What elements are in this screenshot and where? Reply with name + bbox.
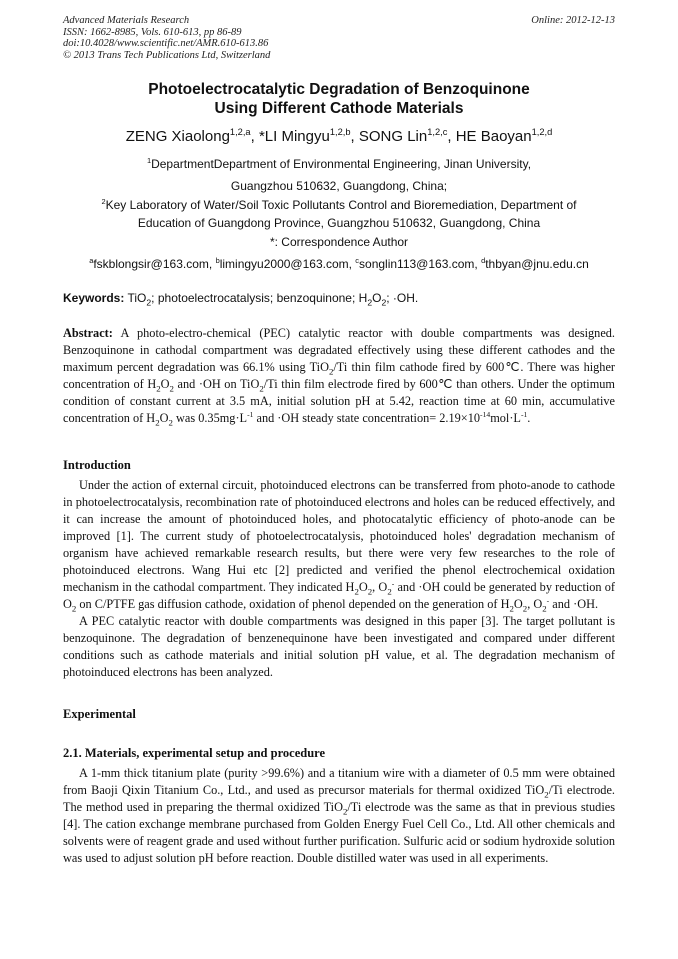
kw-2: ; photoelectrocatalysis; benzoquinone; H bbox=[151, 291, 368, 305]
email-list bbox=[63, 255, 615, 273]
paper-title bbox=[63, 80, 615, 118]
author-4: HE Baoyan bbox=[455, 128, 532, 145]
email-a[interactable]: fskblongsir@163.com, bbox=[93, 257, 216, 271]
sup: -1 bbox=[247, 409, 254, 419]
materials-subheading: 2.1. Materials, experimental setup and procedure bbox=[63, 746, 326, 760]
running-header bbox=[63, 15, 615, 61]
kw-1-sub: 2 bbox=[146, 297, 152, 308]
email-b-mark: b bbox=[215, 256, 220, 265]
affil-1-line-1: DepartmentDepartment of Environmental Engineering, Jinan University, bbox=[151, 157, 532, 171]
experimental-heading: Experimental bbox=[63, 707, 136, 721]
abstract-text-7: was 0.35mg·L bbox=[172, 411, 248, 425]
abstract-text-10: . bbox=[527, 411, 531, 425]
sub: 2 bbox=[544, 789, 549, 800]
kw-2-sub-2: 2 bbox=[381, 297, 387, 308]
sub: 2 bbox=[367, 586, 373, 597]
intro-text-1e: on C/PTFE gas diffusion cathode, oxidation of phenol depended on the generation of H bbox=[76, 597, 510, 611]
doi-line[interactable]: doi:10.4028/www.scientific.net/AMR.610-613.86 bbox=[63, 38, 269, 49]
author-1-affil: 1,2,a bbox=[229, 127, 251, 137]
abstract bbox=[63, 325, 615, 427]
sub: 2 bbox=[168, 417, 173, 428]
sub: 2 bbox=[342, 806, 348, 817]
sub: 2 bbox=[509, 603, 514, 614]
abstract-text-1: A photo-electro-chemical (PEC) catalytic reactor with double compartments was designed. Benzoquinone in cathodal compartment was degradated effectively using these different cathodes and the maximum percent degradation was 66.1% using TiO bbox=[63, 326, 615, 374]
copyright-line: © 2013 Trans Tech Publications Ltd, Switzerland bbox=[63, 49, 271, 61]
abstract-label: Abstract: bbox=[63, 326, 113, 340]
sub: 2 bbox=[156, 383, 161, 394]
email-b[interactable]: limingyu2000@163.com, bbox=[219, 257, 356, 271]
exp-text-1: A 1-mm thick titanium plate (purity >99.6%) and a titanium wire with a diameter of 0.5 mm were obtained from Baoji Qixin Titanium Co., Ltd., and used as precursor materials for thermal oxidized TiO bbox=[63, 766, 615, 797]
intro-text-1: Under the action of external circuit, photoinduced electrons can be transferred from photo-anode to cathode in photoelectrocatalysis, recombination rate of photoinduced electrons and holes can be reduced effectively, and it can increase the amount of photoinduced holes, and photocatalytic efficiency of photo-anode can be improved [1]. The current study of photoelectrocatalysis, photoinduced holes' degradation mechanism of organism have achieved remarkable research results, but there were very few researches to the role of photoinduced electrons. Wang Hui etc [2] predicted and verified the phenol electrochemical oxidation mechanism in the cathodal compartment. They indicated H bbox=[63, 478, 615, 594]
author-list: ZENG Xiaolong$^{1,2,a}$, *LI Mingyu$^{1,2,b}$, SONG Lin$^{1,2,c}$, HE Baoyan$^{1,2,d}$ bbox=[125, 127, 553, 145]
sub: 2 bbox=[71, 603, 77, 614]
author-3: SONG Lin bbox=[358, 128, 428, 145]
sub: 2 bbox=[354, 586, 359, 597]
sup: - bbox=[546, 595, 550, 605]
sup: - bbox=[391, 578, 395, 588]
sub: 2 bbox=[522, 603, 528, 614]
intro-text-1b: O bbox=[358, 580, 368, 594]
intro-text-1h: and ·OH. bbox=[549, 597, 599, 611]
sup: -14 bbox=[480, 409, 491, 419]
keywords-label: Keywords: bbox=[63, 291, 125, 305]
sub: 2 bbox=[155, 417, 160, 428]
kw-2-mid: O bbox=[372, 291, 382, 305]
intro-text-1f: O bbox=[513, 597, 523, 611]
sub: 2 bbox=[542, 603, 547, 614]
journal-name: Advanced Materials Research bbox=[63, 15, 190, 26]
author-2: *LI Mingyu bbox=[258, 128, 330, 145]
author-2-affil: 1,2,b bbox=[329, 127, 351, 137]
affiliation-2 bbox=[63, 196, 615, 232]
online-date: Online: 2012-12-13 bbox=[531, 15, 615, 26]
author-3-affil: 1,2,c bbox=[427, 127, 448, 137]
intro-paragraph-2: A PEC catalytic reactor with double compartments was designed in this paper [3]. The target pollutant is benzoquinone. The degradation of benzenequinone have been investigated and compared under different conditions such as cathode materials and initial solution pH value, et al. The degradation mechanism of photoinduced electrons has been analyzed. bbox=[63, 614, 615, 679]
intro-text-1c: , O bbox=[372, 580, 388, 594]
kw-1: TiO bbox=[124, 291, 147, 305]
affil-2-mark: 2 bbox=[101, 197, 106, 206]
kw-2-sub-1: 2 bbox=[367, 297, 373, 308]
author-1: ZENG Xiaolong bbox=[125, 128, 230, 145]
abstract-text-4: and ·OH on TiO bbox=[173, 377, 260, 391]
kw-3: ; ·OH. bbox=[386, 291, 419, 305]
email-a-mark: a bbox=[89, 256, 94, 265]
sub: 2 bbox=[169, 383, 174, 394]
experimental-body bbox=[63, 765, 615, 867]
experimental-paragraph-1 bbox=[63, 765, 615, 867]
affiliation-1 bbox=[63, 155, 615, 195]
introduction-body bbox=[63, 477, 615, 681]
abstract-text-2: /Ti thin film cathode fired by 600℃. There was higher concentration of H bbox=[63, 360, 615, 391]
affil-1-line-2: Guangzhou 510632, Guangdong, China; bbox=[230, 179, 448, 193]
introduction-heading: Introduction bbox=[63, 458, 131, 472]
affil-1-mark: 1 bbox=[146, 156, 152, 165]
sub: 2 bbox=[328, 366, 334, 377]
email-c-mark: c bbox=[355, 256, 360, 265]
sup: -1 bbox=[520, 409, 528, 419]
email-d[interactable]: thbyan@jnu.edu.cn bbox=[485, 257, 589, 271]
keywords bbox=[63, 290, 615, 306]
affil-2-line-2: Education of Guangdong Province, Guangzhou 510632, Guangdong, China bbox=[137, 216, 541, 230]
abstract-text-8: and ·OH steady state concentration= 2.19×10 bbox=[253, 411, 481, 425]
abstract-text-9: mol·L bbox=[490, 411, 521, 425]
abstract-text-5: /Ti thin film electrode fired by 600℃ than others. Under the optimum condition of constant current at 3.5 mA, initial solution pH at 5.42, reaction time at 60 min, accumulative concentration of H bbox=[63, 377, 615, 425]
intro-paragraph-1 bbox=[63, 477, 615, 613]
intro-text-1d: and ·OH could be generated by reduction of O bbox=[63, 580, 615, 611]
abstract-text-3: O bbox=[160, 377, 170, 391]
exp-text-2: /Ti electrode. The method used in preparing the thermal oxidized TiO bbox=[63, 783, 615, 814]
abstract-text-6: O bbox=[159, 411, 169, 425]
sub: 2 bbox=[259, 383, 264, 394]
exp-text-3: /Ti electrode was the same as that in previous studies [4]. The cation exchange membrane purchased from Golden Energy Fuel Cell Co., Ltd. All other chemicals and solvents were of reagent grade and used without further purification. Sulfuric acid or sodium hydroxide solution was used to adjust solution pH before reaction. Double distilled water was used in all experiments. bbox=[63, 800, 615, 865]
intro-text-1g: , O bbox=[527, 597, 543, 611]
author-4-affil: 1,2,d bbox=[531, 127, 553, 137]
correspondence-note: *: Correspondence Author bbox=[269, 235, 409, 249]
title-line-2: Using Different Cathode Materials bbox=[214, 100, 464, 117]
email-c[interactable]: songlin113@163.com, bbox=[359, 257, 482, 271]
title-line-1: Photoelectrocatalytic Degradation of Benzoquinone bbox=[148, 81, 530, 98]
email-d-mark: d bbox=[481, 256, 486, 265]
affil-2-line-1: Key Laboratory of Water/Soil Toxic Pollutants Control and Bioremediation, Department of bbox=[105, 198, 577, 212]
issn-line: ISSN: 1662-8985, Vols. 610-613, pp 86-89 bbox=[63, 26, 242, 38]
sub: 2 bbox=[387, 586, 392, 597]
